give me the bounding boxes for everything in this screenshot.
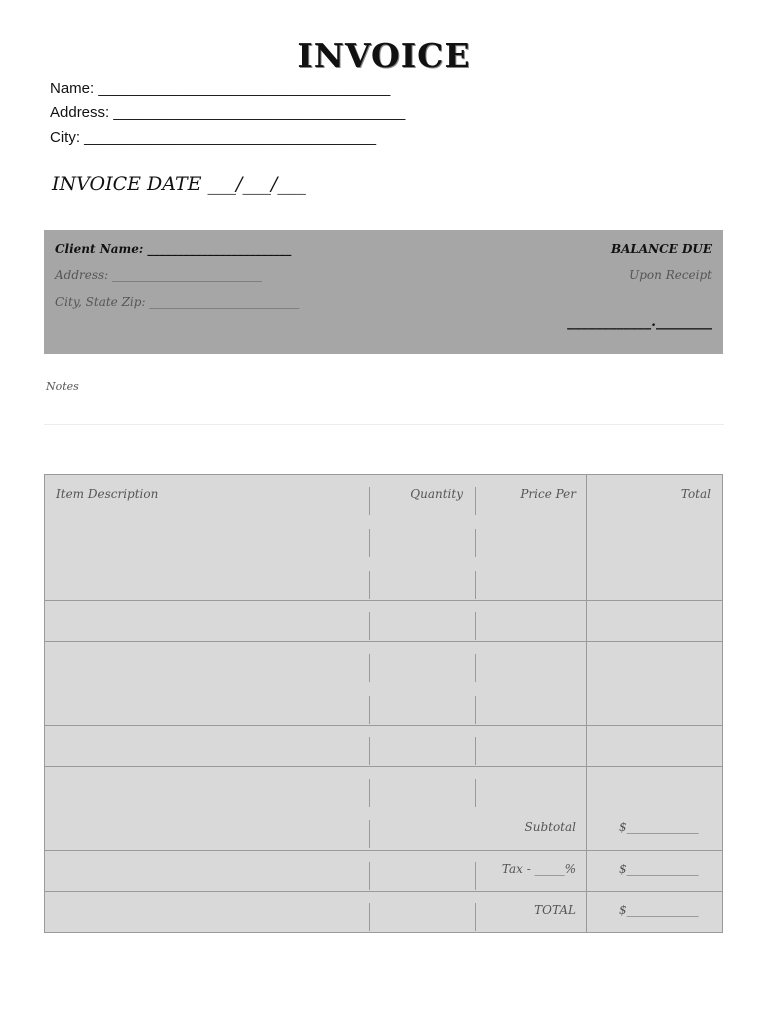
col-divider-segment xyxy=(369,862,370,890)
row-divider xyxy=(45,766,722,767)
sender-name-field: Name: ___________________________________ xyxy=(50,80,391,97)
col-divider-segment xyxy=(475,487,476,515)
notes-divider xyxy=(44,424,724,425)
col-divider-segment xyxy=(475,571,476,599)
header-quantity: Quantity xyxy=(410,487,463,501)
col-divider-segment xyxy=(369,571,370,599)
col-divider-segment xyxy=(369,737,370,765)
client-address-field: Address: _________________________ xyxy=(55,268,263,282)
subtotal-value: $____________ xyxy=(619,820,699,834)
sender-city-field: City: ___________________________________ xyxy=(50,129,377,146)
row-divider xyxy=(45,725,722,726)
total-label: TOTAL xyxy=(534,903,576,917)
subtotal-label: Subtotal xyxy=(524,820,576,834)
col-divider-segment xyxy=(369,696,370,724)
col-divider-segment xyxy=(475,862,476,890)
col-divider-segment xyxy=(369,654,370,682)
header-item-description: Item Description xyxy=(56,487,159,501)
balance-amount-blank: ____________.________ xyxy=(567,314,712,330)
invoice-title: INVOICE xyxy=(297,36,471,75)
tax-label: Tax - _____% xyxy=(501,862,576,876)
col-divider-segment xyxy=(369,779,370,807)
row-divider xyxy=(45,600,722,601)
notes-label: Notes xyxy=(46,380,79,393)
client-name-field: Client Name: ________________________ xyxy=(55,242,292,256)
upon-receipt-label: Upon Receipt xyxy=(629,268,712,282)
col-divider-segment xyxy=(475,779,476,807)
col-divider-segment xyxy=(475,529,476,557)
col-divider-segment xyxy=(369,612,370,640)
col-divider-segment xyxy=(475,612,476,640)
tax-value: $____________ xyxy=(619,862,699,876)
col-divider-segment xyxy=(369,903,370,931)
row-divider xyxy=(45,850,722,851)
items-table xyxy=(44,474,723,933)
header-price-per: Price Per xyxy=(520,487,576,501)
header-total: Total xyxy=(680,487,711,501)
sender-address-field: Address: ___________________________________ xyxy=(50,104,406,121)
invoice-date-field: INVOICE DATE ___/___/___ xyxy=(52,173,306,195)
client-info-box xyxy=(44,230,723,354)
col-divider-segment xyxy=(475,737,476,765)
col-divider-segment xyxy=(369,529,370,557)
col-divider-segment xyxy=(369,820,370,848)
col-divider-segment xyxy=(475,696,476,724)
col-divider-segment xyxy=(475,903,476,931)
total-value: $____________ xyxy=(619,903,699,917)
row-divider xyxy=(45,641,722,642)
row-divider xyxy=(45,891,722,892)
col-divider-segment xyxy=(475,654,476,682)
balance-due-label: BALANCE DUE xyxy=(610,242,712,256)
col-divider-segment xyxy=(369,487,370,515)
total-column-divider xyxy=(586,475,587,932)
client-city-field: City, State Zip: _________________________ xyxy=(55,295,300,309)
